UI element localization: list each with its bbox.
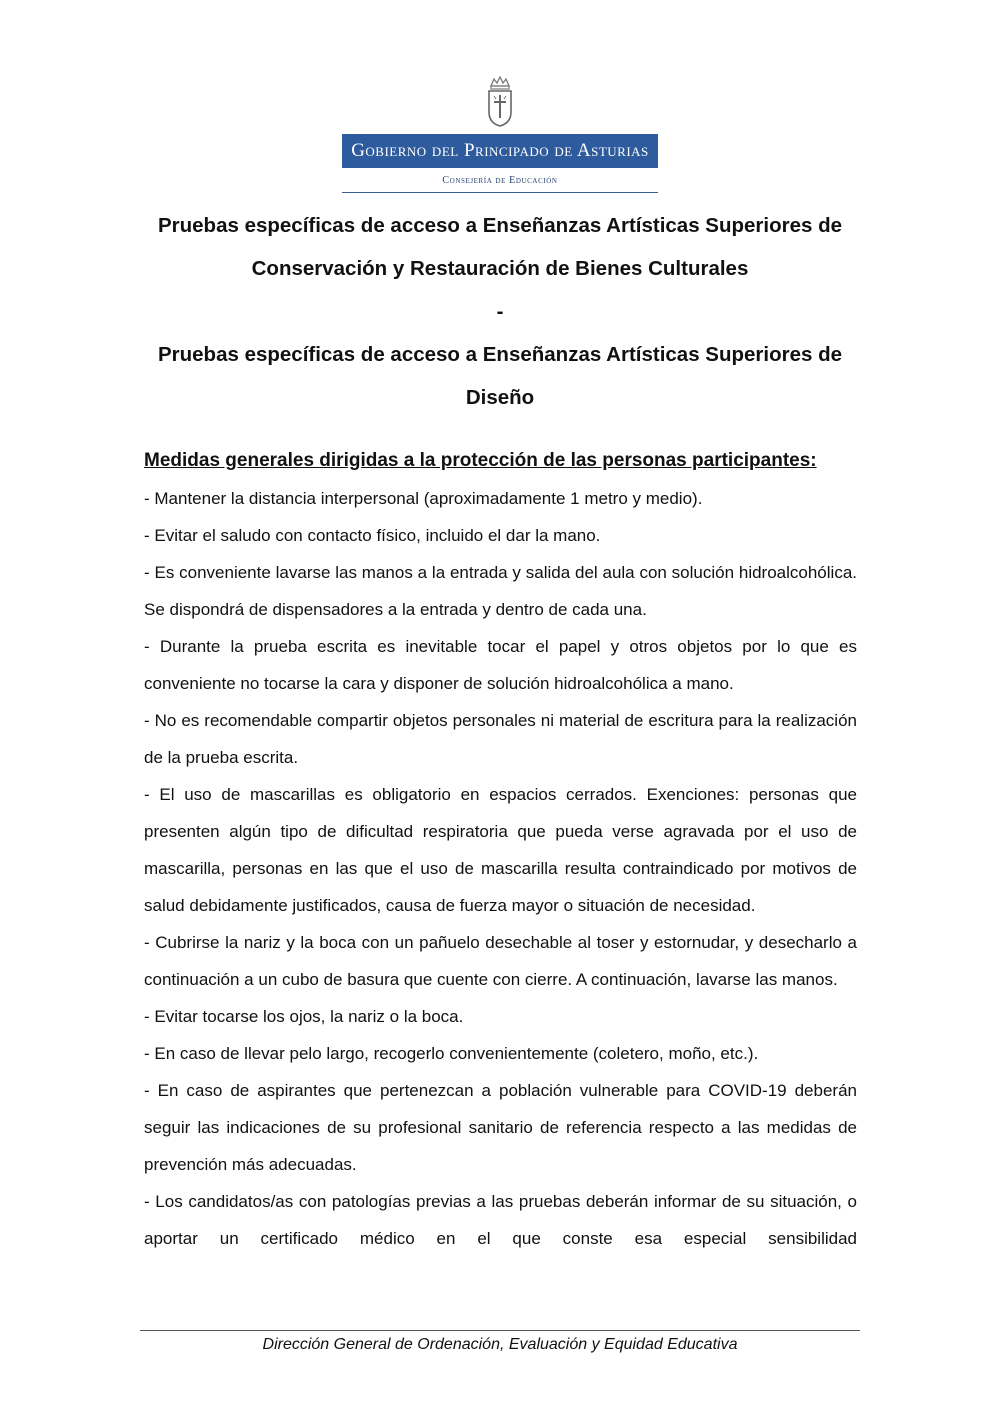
title-separator: - [496, 300, 504, 323]
list-item: - Cubrirse la nariz y la boca con un pañuelo desechable al toser y estornudar, y desecharlo a continuación a un cubo de basura que cuente con cierre. A continuación, lavarse las manos. [144, 933, 857, 989]
coat-of-arms-icon [482, 76, 518, 128]
list-item: - Mantener la distancia interpersonal (aproximadamente 1 metro y medio). [144, 489, 703, 508]
list-item: - Durante la prueba escrita es inevitable tocar el papel y otros objetos por lo que es conveniente no tocarse la cara y disponer de solución hidroalcohólica a mano. [144, 637, 857, 693]
title-line-4: Diseño [465, 386, 535, 409]
footer-text: Dirección General de Ordenación, Evaluación y Equidad Educativa [262, 1336, 738, 1353]
title-line-3: Pruebas específicas de acceso a Enseñanzas Artísticas Superiores de [157, 343, 843, 366]
footer-divider [140, 1330, 860, 1331]
measures-list [144, 480, 857, 1257]
list-item: - En caso de llevar pelo largo, recogerlo convenientemente (coletero, moño, etc.). [144, 1044, 759, 1063]
list-item: - Evitar tocarse los ojos, la nariz o la boca. [144, 1007, 464, 1026]
document-title [140, 204, 860, 419]
government-name: Gobierno del Principado de Asturias [351, 140, 649, 161]
section-heading: Medidas generales dirigidas a la protección de las personas participantes: [144, 450, 817, 471]
title-line-1: Pruebas específicas de acceso a Enseñanzas Artísticas Superiores de [157, 214, 843, 237]
list-item: - El uso de mascarillas es obligatorio en espacios cerrados. Exenciones: personas que presenten algún tipo de dificultad respiratoria que pueda verse agravada por el uso de mascarilla, personas en las que el uso de mascarilla resulta contraindicado por motivos de salud debidamente justificados, causa de fuerza mayor o situación de necesidad. [144, 785, 857, 915]
list-item: - Evitar el saludo con contacto físico, incluido el dar la mano. [144, 526, 601, 545]
list-item: - No es recomendable compartir objetos personales ni material de escritura para la realización de la prueba escrita. [144, 711, 857, 767]
department-banner [342, 168, 658, 193]
list-item: - Es conveniente lavarse las manos a la entrada y salida del aula con solución hidroalcohólica. Se dispondrá de dispensadores a la entrada y dentro de cada una. [144, 563, 857, 619]
government-banner [342, 134, 658, 168]
list-item: - Los candidatos/as con patologías previas a las pruebas deberán informar de su situación, o aportar un certificado médico en el que conste esa especial sensibilidad [144, 1192, 857, 1248]
department-name: Consejería de Educación [442, 174, 558, 186]
list-item: - En caso de aspirantes que pertenezcan a población vulnerable para COVID-19 deberán seguir las indicaciones de su profesional sanitario de referencia respecto a las medidas de prevención más adecuadas. [144, 1081, 857, 1174]
title-line-2: Conservación y Restauración de Bienes Culturales [251, 257, 749, 280]
